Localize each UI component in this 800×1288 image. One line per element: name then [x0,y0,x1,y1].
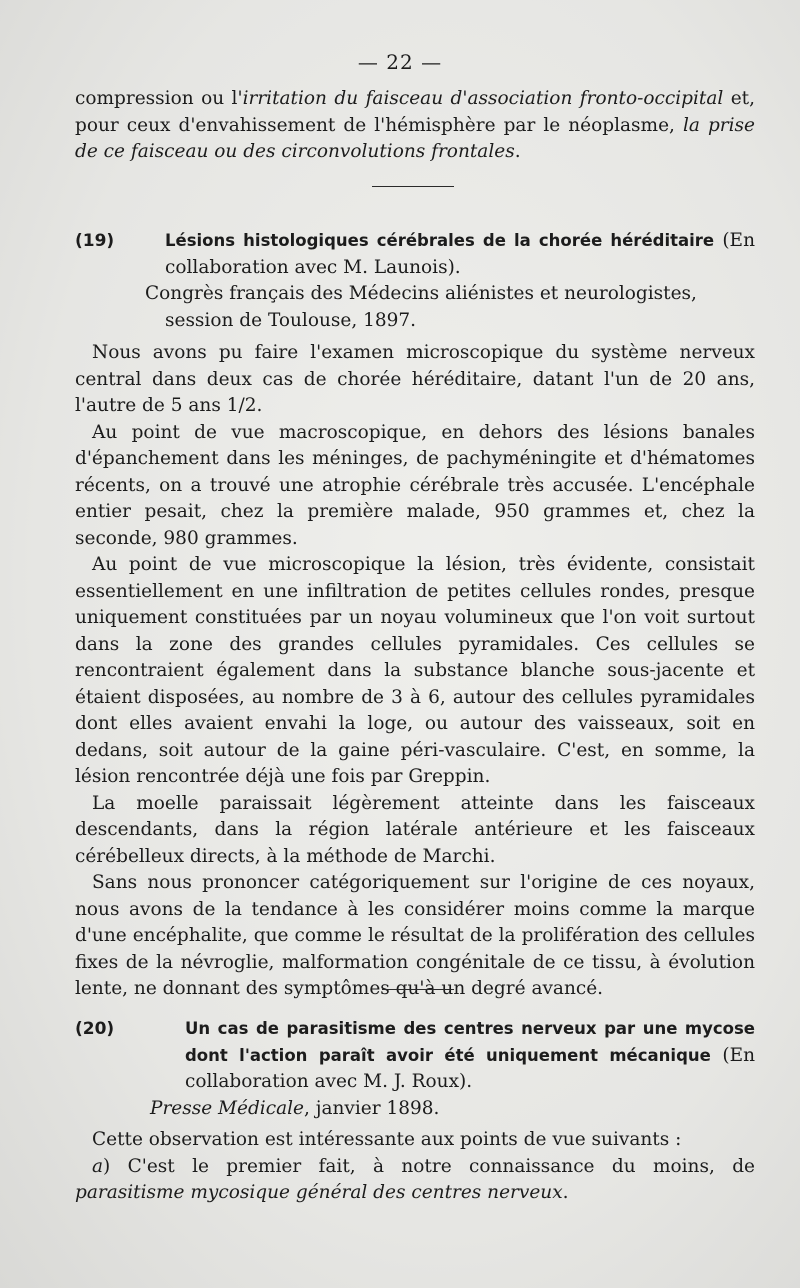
body-paragraph: Nous avons pu faire l'examen microscopique du système nerveux central dans deux cas de chorée héréditaire, datant l'un de 20 ans, l'autre de 5 ans 1/2. [75,342,755,416]
entry-20-body [75,1127,755,1207]
body-paragraph: Au point de vue microscopique la lésion, très évidente, consistait essentiellement en une infiltration de petites cellules rondes, presque uniquement constituées par un noyau volumineux que l'on voit surtout dans la zone des grandes cellules pyramidales. Ces cellules se rencontraient également dans la substance blanche sous-jacente et étaient disposées, au nombre de 3 à 6, autour des cellules pyramidales dont elles avaient envahi la loge, ou autour des vaisseaux, soit en dedans, soit autour de la gaine péri-vasculaire. C'est, en somme, la lésion rencontrée déjà une fois par Greppin. [75,554,755,787]
entry-reference: Congrès français des Médecins aliénistes et neurologistes, session de Toulouse, 1897. [145,283,697,331]
page-number: — 22 — [357,50,443,74]
entry-19-body [75,340,755,1003]
section-divider [382,989,454,990]
body-paragraph: Cette observation est intéressante aux points de vue suivants : [92,1129,682,1150]
entry-number: (20) [75,1019,115,1039]
entry-reference: Presse Médicale, janvier 1898. [150,1097,440,1119]
intro-paragraph: compression ou l'irritation du faisceau d'association fronto-occipital et, pour ceux d'envahissement de l'hémisphère par le néoplasme, la prise de ce faisceau ou des circonvolutions frontales. [75,88,756,162]
entry-number: (19) [75,231,115,251]
body-paragraph: a) C'est le premier fait, à notre connaissance du moins, de parasitisme mycosique général des centres nerveux. [75,1155,755,1203]
entry-title: Lésions histologiques cérébrales de la chorée héréditaire (En collaboration avec M. Launois). [165,230,755,278]
body-paragraph: La moelle paraissait légèrement atteinte dans les faisceaux descendants, dans la région latérale antérieure et les faisceaux cérébelleux directs, à la méthode de Marchi. [75,792,755,867]
entry-title: Un cas de parasitisme des centres nerveux par une mycose dont l'action paraît avoir été uniquement mécanique (En collaboration avec M. J. Roux). [185,1019,755,1092]
body-paragraph: Sans nous prononcer catégoriquement sur l'origine de ces noyaux, nous avons de la tendance à les considérer moins comme la marque d'une encéphalite, que comme le résultat de la prolifération des cellules fixes de la névroglie, malformation congénitale de ce tissu, à évolution lente, ne donnant des symptômes qu'à un degré avancé. [75,872,755,999]
body-paragraph: Au point de vue macroscopique, en dehors des lésions banales d'épanchement dans les méninges, de pachyméningite et d'hématomes récents, on a trouvé une atrophie cérébrale très accusée. L'encéphale entier pesait, chez la première malade, 950 grammes et, chez la seconde, 980 grammes. [75,421,755,549]
section-divider [372,186,454,187]
entry-20 [75,1016,755,1122]
entry-19 [75,228,755,334]
